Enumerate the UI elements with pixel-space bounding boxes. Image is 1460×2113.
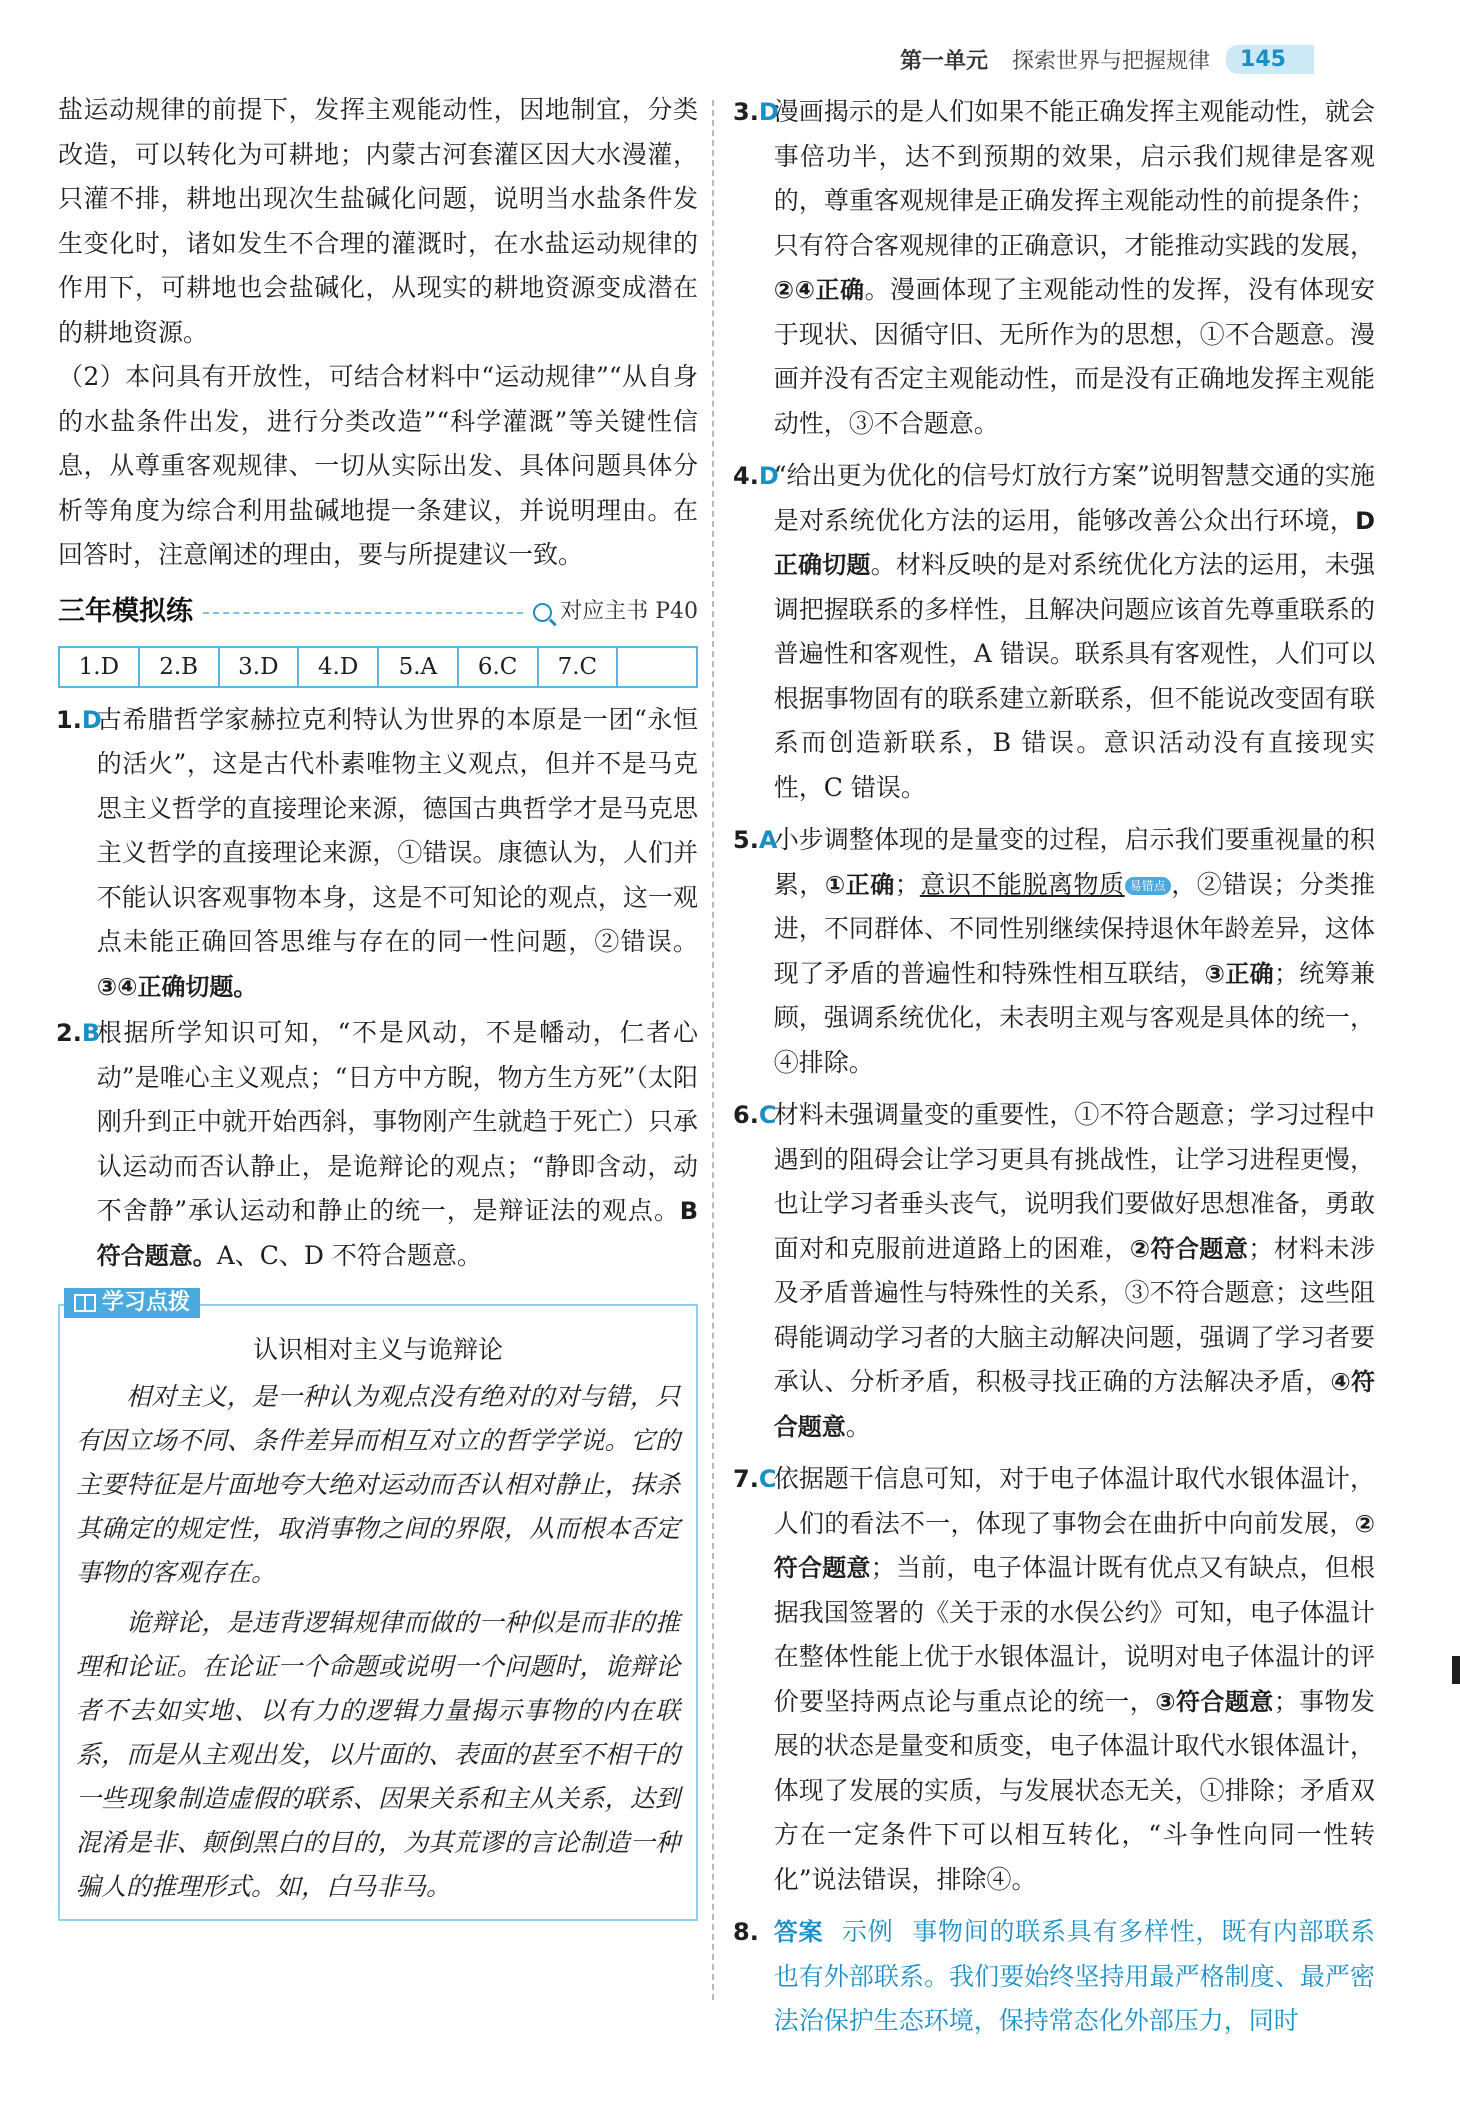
page-header [900,38,1460,80]
explanation-text: ；事物发展的状态是量变和质变，电子体温计取代水银体温计，体现了发展的实质，与发展状态无关，①排除；矛盾双方在一定条件下可以相互转化，“斗争性向同一性转化”说法错误，排除④。 [773,1686,1375,1894]
answer-label: 答案 [773,1918,824,1946]
search-icon [533,603,552,622]
answer-cell: 7.C [539,648,619,686]
study-tip-label: 学习点拨 [64,1288,200,1318]
answer-letter: B [81,1019,101,1047]
question-number: 5.A [733,826,778,854]
explanation-text: ；统筹兼顾，强调系统优化，未表明主观与客观是具体的统一，④排除。 [773,958,1375,1077]
question-number: 2.B [56,1019,101,1047]
answer-cell: 2.B [140,648,220,686]
question-number: 3.D [733,98,779,126]
continued-paragraph-1: 盐运动规律的前提下，发挥主观能动性，因地制宜，分类改造，可以转化为可耕地；内蒙古河套灌区因大水漫灌，只灌不排，耕地出现次生盐碱化问题，说明当水盐条件发生变化时，诸如发生不合理的灌溉时，在水盐运动规律的作用下，可耕地也会盐碱化，从现实的耕地资源变成潜在的耕地资源。 [58,95,698,347]
explanation-bold: ③符合题意 [1155,1687,1274,1716]
error-prone-badge: 易错点 [1125,877,1171,895]
section-title: 三年模拟练 [58,596,193,628]
question-2 [58,1011,698,1278]
explanation-bold: ②④正确 [773,276,865,304]
study-tip-paragraph-1: 相对主义，是一种认为观点没有绝对的对与错，只有因立场不同、条件差异而相互对立的哲学学说。它的主要特征是片面地夸大绝对运动而否认相对静止，抹杀其确定的规定性，取消事物之间的界限，从而根本否定事物的客观存在。 [76,1381,680,1587]
section-header [58,588,698,638]
explanation-bold: ④符合题意 [773,1368,1375,1441]
explanation-bold: ③④正确切题。 [96,972,258,1001]
answer-letter: D [81,705,102,734]
explanation-text: 小步调整体现的是量变的过程，启示我们要重视量的积累， [773,825,1375,899]
right-column [735,88,1375,2044]
study-tip-box [58,1290,698,1921]
answer-letter: D [758,98,779,126]
explanation-bold: B 符合题意。 [96,1197,698,1270]
explanation-text: 。 [845,1411,871,1441]
question-1 [58,698,698,1010]
answer-cell: 1.D [60,648,140,686]
explanation-text: ；当前，电子体温计既有优点又有缺点，但根据我国签署的《关于汞的水俣公约》可知，电子体温计在整体性能上优于水银体温计，说明对电子体温计的评价要坚持两点论与重点论的统一， [773,1553,1375,1716]
section-reference[interactable] [533,590,698,635]
question-3 [735,90,1375,446]
answer-letter: C [758,1101,777,1129]
explanation-text: ； [894,869,920,899]
explanation-text: 。材料反映的是对系统优化方法的运用，未强调把握联系的多样性，且解决问题应该首先尊重联系的普遍性和客观性，A 错误。联系具有客观性，人们可以根据事物固有的联系建立新联系，但不能说改变固有联系而创造新联系，B 错误。意识活动没有直接现实性，C 错误。 [773,550,1375,802]
explanation-bold: ②符合题意 [773,1509,1375,1582]
question-5 [735,818,1375,1085]
answer-cell: 5.A [379,648,459,686]
left-column [58,88,698,1921]
section-reference-text: 对应主书 P40 [560,599,698,625]
study-tip-paragraph-2: 诡辩论，是违背逻辑规律而做的一种似是而非的推理和论证。在论证一个命题或说明一个问题时，诡辩论者不去如实地、以有力的逻辑力量揭示事物的内在联系，而是从主观出发，以片面的、表面的甚至不相干的一些现象制造虚假的联系、因果关系和主从关系，达到混淆是非、颠倒黑白的目的，为其荒谬的言论制造一种骗人的推理形式。如，白马非马。 [76,1607,680,1901]
answer-letter: D [758,462,779,490]
question-number: 6.C [733,1101,777,1129]
explanation-bold: ③正确 [1204,959,1274,988]
question-8 [735,1910,1375,2044]
answer-cell: 4.D [299,648,379,686]
explanation-text: ，②错误；分类推进，不同群体、不同性别继续保持退休年龄差异，这体现了矛盾的普遍性和特殊性相互联结， [773,869,1375,988]
answer-key-table [58,646,698,688]
question-number: 8. [733,1918,759,1946]
explanation-text: 依据题干信息可知，对于电子体温计取代水银体温计，人们的看法不一，体现了事物会在曲折中向前发展， [773,1464,1375,1538]
section-dashed-line [203,612,523,614]
explanation-text: 根据所学知识可知，“不是风动，不是幡动，仁者心动”是唯心主义观点；“日方中方睨，物方生方死”（太阳刚升到正中就开始西斜，事物刚产生就趋于死亡）只承认运动而否认静止，是诡辩论的观点；“静即含动，动不舍静”承认运动和静止的统一，是辩证法的观点。 [96,1018,698,1225]
explanation-tail: A、C、D 不符合题意。 [216,1240,482,1270]
question-6 [735,1093,1375,1449]
unit-theme: 探索世界与把握规律 [1012,48,1211,74]
page-number: 145 [1226,45,1314,74]
study-tip-title: 认识相对主义与诡辩论 [252,1335,503,1364]
answer-text: 事物间的联系具有多样性，既有内部联系也有外部联系。我们要始终坚持用最严格制度、最严密法治保护生态环境，保持常态化外部压力，同时 [773,1917,1375,2035]
question-4 [735,454,1375,810]
answer-cell [618,648,696,686]
explanation-text: 漫画揭示的是人们如果不能正确发挥主观能动性，就会事倍功半，达不到预期的效果，启示我们规律是客观的，尊重客观规律是正确发挥主观能动性的前提条件；只有符合客观规律的正确意识，才能推动实践的发展， [773,97,1375,260]
answer-cell: 3.D [220,648,300,686]
explanation-text: ；材料未涉及矛盾普遍性与特殊性的关系，③不符合题意；这些阻碍能调动学习者的大脑主动解决问题，强调了学习者要承认、分析矛盾，积极寻找正确的方法解决矛盾， [773,1233,1375,1396]
edge-tab-marker [1452,1656,1460,1684]
explanation-text: 古希腊哲学家赫拉克利特认为世界的本原是一团“永恒的活火”，这是古代朴素唯物主义观点，但并不是马克思主义哲学的直接理论来源，德国古典哲学才是马克思主义哲学的直接理论来源，①错误。康德认为，人们并不能认识客观事物本身，这是不可知论的观点，这一观点未能正确回答思维与存在的同一性问题，②错误。 [96,704,698,956]
explanation-text: 材料未强调量变的重要性，①不符合题意；学习过程中遇到的阻碍会让学习更具有挑战性，让学习进程更慢，也让学习者垂头丧气，说明我们要做好思想准备，勇敢面对和克服前进道路上的困难， [773,1100,1375,1263]
question-number: 1.D [56,705,102,734]
explanation-bold: ②符合题意 [1129,1234,1249,1263]
answer-letter: C [758,1465,777,1493]
continued-paragraph-2: （2）本问具有开放性，可结合材料中“运动规律”“从自身的水盐条件出发，进行分类改造”“科学灌溉”等关键性信息，从尊重客观规律、一切从实际出发、具体问题具体分析等角度为综合利用盐碱地提一条建议，并说明理由。在回答时，注意阐述的理由，要与所提建议一致。 [58,362,698,569]
question-7 [735,1457,1375,1902]
answer-cell: 6.C [459,648,539,686]
example-label: 示例 [841,1917,894,1946]
answer-letter: A [758,826,778,854]
question-number: 7.C [733,1465,777,1493]
explanation-bold: D 正确切题 [773,506,1375,579]
explanation-bold: ①正确 [824,870,895,899]
question-number: 4.D [733,462,779,490]
underlined-text: 意识不能脱离物质 [919,869,1125,899]
column-divider [712,100,714,2000]
unit-title: 第一单元 [900,48,989,74]
explanation-text: 。漫画体现了主观能动性的发挥，没有体现安于现状、因循守旧、无所作为的思想，①不合题意。漫画并没有否定主观能动性，而是没有正确地发挥主观能动性，③不合题意。 [773,275,1375,438]
book-icon [74,1294,96,1312]
explanation-text: “给出更为优化的信号灯放行方案”说明智慧交通的实施是对系统优化方法的运用，能够改善公众出行环境， [773,461,1375,535]
